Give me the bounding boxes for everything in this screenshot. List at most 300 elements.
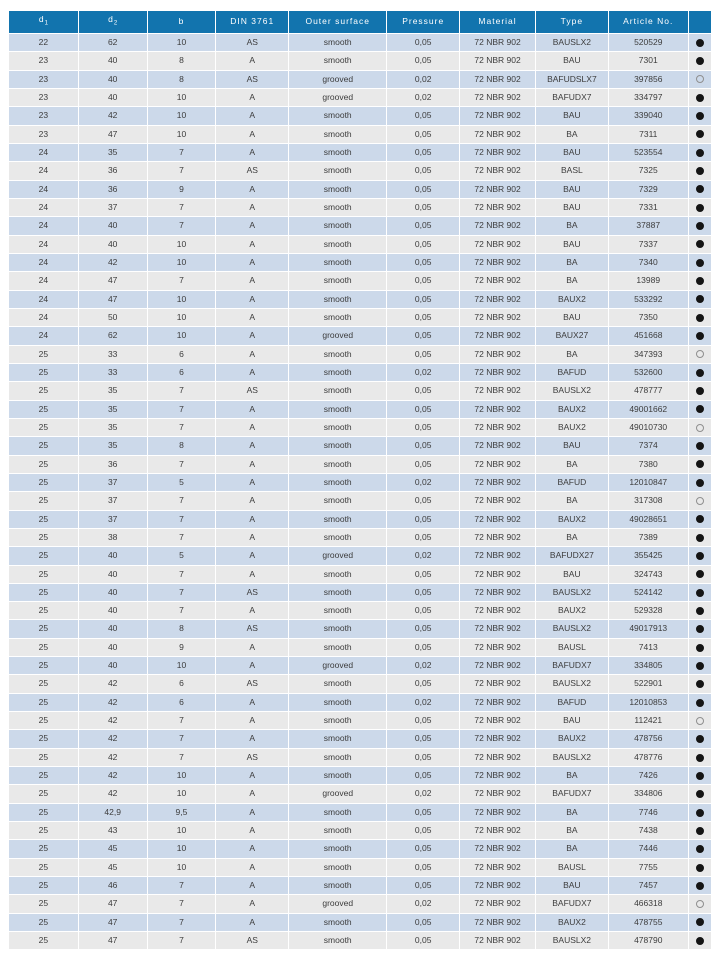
cell-d1: 25 <box>9 401 78 418</box>
cell-d2: 37 <box>79 492 147 509</box>
availability-filled-icon <box>696 314 704 322</box>
cell-pressure: 0,05 <box>387 859 459 876</box>
cell-d1: 25 <box>9 529 78 546</box>
availability-filled-icon <box>696 167 704 175</box>
cell-pressure: 0,05 <box>387 272 459 289</box>
availability-filled-icon <box>696 625 704 633</box>
cell-d2: 62 <box>79 327 147 344</box>
cell-pressure: 0,05 <box>387 309 459 326</box>
cell-outer_surface: smooth <box>289 52 386 69</box>
cell-type: BAUX2 <box>536 511 608 528</box>
cell-article_no: 523554 <box>609 144 688 161</box>
cell-type: BAFUD <box>536 364 608 381</box>
cell-material: 72 NBR 902 <box>460 877 535 894</box>
cell-material: 72 NBR 902 <box>460 804 535 821</box>
cell-din: A <box>216 767 288 784</box>
cell-article_no: 7325 <box>609 162 688 179</box>
availability-filled-icon <box>696 240 704 248</box>
cell-d1: 25 <box>9 474 78 491</box>
availability-filled-icon <box>696 772 704 780</box>
cell-article_no: 7380 <box>609 456 688 473</box>
cell-article_no: 334805 <box>609 657 688 674</box>
cell-material: 72 NBR 902 <box>460 932 535 949</box>
cell-pressure: 0,02 <box>387 71 459 88</box>
cell-availability <box>689 254 711 271</box>
cell-b: 10 <box>148 89 216 106</box>
table-row <box>9 822 711 839</box>
cell-d1: 25 <box>9 437 78 454</box>
availability-filled-icon <box>696 112 704 120</box>
cell-din: A <box>216 181 288 198</box>
cell-availability <box>689 456 711 473</box>
cell-b: 7 <box>148 712 216 729</box>
cell-pressure: 0,05 <box>387 107 459 124</box>
cell-material: 72 NBR 902 <box>460 456 535 473</box>
cell-material: 72 NBR 902 <box>460 639 535 656</box>
cell-b: 7 <box>148 401 216 418</box>
cell-material: 72 NBR 902 <box>460 107 535 124</box>
cell-d1: 25 <box>9 932 78 949</box>
cell-b: 8 <box>148 52 216 69</box>
cell-pressure: 0,05 <box>387 822 459 839</box>
cell-pressure: 0,05 <box>387 291 459 308</box>
column-header-article_no <box>609 11 688 33</box>
cell-pressure: 0,05 <box>387 914 459 931</box>
cell-article_no: 524142 <box>609 584 688 601</box>
cell-outer_surface: smooth <box>289 419 386 436</box>
cell-d2: 35 <box>79 401 147 418</box>
cell-b: 7 <box>148 749 216 766</box>
cell-outer_surface: grooved <box>289 657 386 674</box>
cell-article_no: 7457 <box>609 877 688 894</box>
cell-material: 72 NBR 902 <box>460 437 535 454</box>
column-header-subscript: 1 <box>44 20 48 27</box>
cell-availability <box>689 767 711 784</box>
table-row <box>9 327 711 344</box>
column-header-label: b <box>178 16 185 27</box>
cell-outer_surface: smooth <box>289 749 386 766</box>
cell-pressure: 0,02 <box>387 694 459 711</box>
cell-din: AS <box>216 584 288 601</box>
cell-material: 72 NBR 902 <box>460 730 535 747</box>
cell-pressure: 0,05 <box>387 620 459 637</box>
cell-availability <box>689 419 711 436</box>
cell-d2: 40 <box>79 620 147 637</box>
column-header-label: d <box>108 14 114 24</box>
column-header-label: Type <box>560 16 584 27</box>
cell-d1: 25 <box>9 877 78 894</box>
table-row <box>9 126 711 143</box>
table-row <box>9 456 711 473</box>
cell-outer_surface: smooth <box>289 730 386 747</box>
table-row <box>9 492 711 509</box>
cell-pressure: 0,05 <box>387 401 459 418</box>
cell-article_no: 7755 <box>609 859 688 876</box>
cell-article_no: 451668 <box>609 327 688 344</box>
cell-b: 7 <box>148 566 216 583</box>
cell-pressure: 0,02 <box>387 89 459 106</box>
header-row <box>9 11 711 33</box>
cell-article_no: 466318 <box>609 895 688 912</box>
table-row <box>9 309 711 326</box>
cell-availability <box>689 914 711 931</box>
cell-pressure: 0,05 <box>387 749 459 766</box>
cell-article_no: 520529 <box>609 34 688 51</box>
cell-outer_surface: smooth <box>289 254 386 271</box>
cell-din: A <box>216 456 288 473</box>
column-header-d1 <box>9 11 78 33</box>
cell-material: 72 NBR 902 <box>460 89 535 106</box>
cell-article_no: 317308 <box>609 492 688 509</box>
cell-type: BAUX2 <box>536 730 608 747</box>
cell-b: 10 <box>148 785 216 802</box>
cell-pressure: 0,02 <box>387 785 459 802</box>
cell-type: BAU <box>536 236 608 253</box>
cell-type: BAUSLX2 <box>536 749 608 766</box>
table-row <box>9 419 711 436</box>
table-row <box>9 217 711 234</box>
cell-outer_surface: smooth <box>289 272 386 289</box>
availability-filled-icon <box>696 39 704 47</box>
availability-filled-icon <box>696 754 704 762</box>
cell-b: 8 <box>148 437 216 454</box>
cell-d2: 37 <box>79 199 147 216</box>
table-row <box>9 364 711 381</box>
cell-b: 7 <box>148 511 216 528</box>
cell-article_no: 12010847 <box>609 474 688 491</box>
cell-d1: 24 <box>9 236 78 253</box>
cell-material: 72 NBR 902 <box>460 34 535 51</box>
cell-material: 72 NBR 902 <box>460 547 535 564</box>
cell-din: A <box>216 859 288 876</box>
cell-availability <box>689 529 711 546</box>
cell-d1: 25 <box>9 840 78 857</box>
cell-availability <box>689 712 711 729</box>
cell-d2: 45 <box>79 859 147 876</box>
cell-d1: 24 <box>9 181 78 198</box>
cell-b: 7 <box>148 877 216 894</box>
cell-outer_surface: smooth <box>289 401 386 418</box>
cell-availability <box>689 107 711 124</box>
cell-material: 72 NBR 902 <box>460 584 535 601</box>
cell-d1: 24 <box>9 217 78 234</box>
availability-filled-icon <box>696 405 704 413</box>
table-row <box>9 749 711 766</box>
cell-outer_surface: smooth <box>289 914 386 931</box>
cell-din: AS <box>216 749 288 766</box>
cell-d1: 24 <box>9 199 78 216</box>
cell-type: BAU <box>536 437 608 454</box>
availability-filled-icon <box>696 442 704 450</box>
cell-b: 7 <box>148 162 216 179</box>
cell-type: BAU <box>536 107 608 124</box>
cell-din: A <box>216 107 288 124</box>
cell-outer_surface: smooth <box>289 456 386 473</box>
cell-din: A <box>216 474 288 491</box>
cell-b: 7 <box>148 456 216 473</box>
cell-type: BAUSL <box>536 859 608 876</box>
cell-d1: 25 <box>9 749 78 766</box>
cell-d2: 36 <box>79 181 147 198</box>
cell-outer_surface: smooth <box>289 217 386 234</box>
availability-filled-icon <box>696 589 704 597</box>
cell-pressure: 0,05 <box>387 254 459 271</box>
column-header-pressure <box>387 11 459 33</box>
table-body <box>9 34 711 949</box>
availability-hollow-icon <box>696 424 704 432</box>
cell-d2: 40 <box>79 657 147 674</box>
availability-hollow-icon <box>696 900 704 908</box>
cell-outer_surface: smooth <box>289 437 386 454</box>
cell-din: A <box>216 895 288 912</box>
table-row <box>9 401 711 418</box>
cell-availability <box>689 492 711 509</box>
cell-type: BAU <box>536 566 608 583</box>
cell-material: 72 NBR 902 <box>460 602 535 619</box>
cell-availability <box>689 840 711 857</box>
table-row <box>9 236 711 253</box>
cell-outer_surface: smooth <box>289 107 386 124</box>
cell-outer_surface: smooth <box>289 602 386 619</box>
cell-article_no: 324743 <box>609 566 688 583</box>
availability-filled-icon <box>696 515 704 523</box>
cell-type: BAUSLX2 <box>536 584 608 601</box>
cell-d2: 42,9 <box>79 804 147 821</box>
cell-din: A <box>216 199 288 216</box>
table-row <box>9 437 711 454</box>
availability-filled-icon <box>696 369 704 377</box>
cell-pressure: 0,05 <box>387 712 459 729</box>
cell-d1: 25 <box>9 511 78 528</box>
column-header-b <box>148 11 216 33</box>
cell-availability <box>689 437 711 454</box>
cell-d2: 45 <box>79 840 147 857</box>
cell-pressure: 0,05 <box>387 181 459 198</box>
cell-material: 72 NBR 902 <box>460 382 535 399</box>
cell-pressure: 0,05 <box>387 217 459 234</box>
cell-article_no: 49010730 <box>609 419 688 436</box>
availability-filled-icon <box>696 149 704 157</box>
cell-b: 6 <box>148 694 216 711</box>
cell-type: BAFUDX27 <box>536 547 608 564</box>
cell-availability <box>689 181 711 198</box>
cell-b: 7 <box>148 895 216 912</box>
cell-b: 7 <box>148 529 216 546</box>
cell-din: A <box>216 291 288 308</box>
cell-d1: 25 <box>9 346 78 363</box>
cell-material: 72 NBR 902 <box>460 914 535 931</box>
cell-pressure: 0,05 <box>387 236 459 253</box>
cell-type: BAU <box>536 181 608 198</box>
cell-din: A <box>216 89 288 106</box>
cell-outer_surface: grooved <box>289 327 386 344</box>
cell-outer_surface: smooth <box>289 566 386 583</box>
cell-article_no: 7374 <box>609 437 688 454</box>
availability-filled-icon <box>696 259 704 267</box>
cell-d2: 36 <box>79 162 147 179</box>
cell-outer_surface: grooved <box>289 89 386 106</box>
cell-b: 10 <box>148 822 216 839</box>
cell-b: 7 <box>148 272 216 289</box>
cell-b: 9,5 <box>148 804 216 821</box>
cell-article_no: 112421 <box>609 712 688 729</box>
cell-article_no: 532600 <box>609 364 688 381</box>
cell-d1: 24 <box>9 144 78 161</box>
cell-pressure: 0,05 <box>387 877 459 894</box>
cell-d2: 37 <box>79 474 147 491</box>
cell-material: 72 NBR 902 <box>460 749 535 766</box>
cell-pressure: 0,05 <box>387 327 459 344</box>
cell-article_no: 334806 <box>609 785 688 802</box>
cell-d2: 47 <box>79 291 147 308</box>
cell-article_no: 7340 <box>609 254 688 271</box>
cell-d2: 40 <box>79 89 147 106</box>
table-row <box>9 89 711 106</box>
cell-type: BA <box>536 492 608 509</box>
cell-d2: 42 <box>79 694 147 711</box>
cell-b: 7 <box>148 730 216 747</box>
cell-din: A <box>216 309 288 326</box>
cell-availability <box>689 272 711 289</box>
cell-type: BAU <box>536 199 608 216</box>
cell-din: AS <box>216 382 288 399</box>
cell-outer_surface: smooth <box>289 382 386 399</box>
cell-d1: 23 <box>9 126 78 143</box>
availability-filled-icon <box>696 204 704 212</box>
cell-d2: 42 <box>79 675 147 692</box>
cell-availability <box>689 749 711 766</box>
cell-pressure: 0,05 <box>387 437 459 454</box>
cell-material: 72 NBR 902 <box>460 71 535 88</box>
table-header <box>9 11 711 33</box>
cell-type: BA <box>536 529 608 546</box>
cell-d1: 24 <box>9 254 78 271</box>
cell-din: A <box>216 511 288 528</box>
cell-pressure: 0,05 <box>387 382 459 399</box>
cell-d2: 42 <box>79 767 147 784</box>
availability-filled-icon <box>696 332 704 340</box>
cell-d2: 42 <box>79 107 147 124</box>
table-row <box>9 162 711 179</box>
cell-pressure: 0,05 <box>387 492 459 509</box>
cell-availability <box>689 89 711 106</box>
table-row <box>9 291 711 308</box>
cell-material: 72 NBR 902 <box>460 675 535 692</box>
cell-din: AS <box>216 932 288 949</box>
cell-b: 6 <box>148 675 216 692</box>
cell-type: BAUSLX2 <box>536 34 608 51</box>
cell-outer_surface: grooved <box>289 785 386 802</box>
cell-type: BAUSLX2 <box>536 675 608 692</box>
cell-material: 72 NBR 902 <box>460 694 535 711</box>
cell-d1: 25 <box>9 767 78 784</box>
cell-material: 72 NBR 902 <box>460 511 535 528</box>
table-row <box>9 382 711 399</box>
cell-d2: 35 <box>79 419 147 436</box>
table-row <box>9 932 711 949</box>
cell-outer_surface: smooth <box>289 492 386 509</box>
cell-type: BA <box>536 272 608 289</box>
table-row <box>9 547 711 564</box>
table-row <box>9 657 711 674</box>
cell-outer_surface: smooth <box>289 34 386 51</box>
cell-din: A <box>216 437 288 454</box>
cell-outer_surface: smooth <box>289 712 386 729</box>
cell-d1: 25 <box>9 492 78 509</box>
cell-type: BAFUDSLX7 <box>536 71 608 88</box>
cell-article_no: 13989 <box>609 272 688 289</box>
availability-filled-icon <box>696 277 704 285</box>
cell-material: 72 NBR 902 <box>460 785 535 802</box>
cell-din: A <box>216 840 288 857</box>
cell-din: A <box>216 547 288 564</box>
cell-article_no: 7337 <box>609 236 688 253</box>
cell-pressure: 0,05 <box>387 419 459 436</box>
cell-d1: 25 <box>9 914 78 931</box>
cell-d1: 23 <box>9 71 78 88</box>
cell-outer_surface: grooved <box>289 547 386 564</box>
cell-availability <box>689 804 711 821</box>
cell-d1: 25 <box>9 675 78 692</box>
cell-article_no: 37887 <box>609 217 688 234</box>
cell-d1: 25 <box>9 364 78 381</box>
cell-type: BAFUDX7 <box>536 785 608 802</box>
table-row <box>9 346 711 363</box>
cell-material: 72 NBR 902 <box>460 840 535 857</box>
cell-article_no: 7426 <box>609 767 688 784</box>
cell-b: 7 <box>148 382 216 399</box>
cell-din: A <box>216 327 288 344</box>
cell-outer_surface: smooth <box>289 675 386 692</box>
cell-d1: 24 <box>9 309 78 326</box>
cell-d2: 37 <box>79 511 147 528</box>
cell-article_no: 522901 <box>609 675 688 692</box>
cell-d2: 42 <box>79 712 147 729</box>
cell-pressure: 0,05 <box>387 602 459 619</box>
cell-article_no: 7331 <box>609 199 688 216</box>
cell-d1: 25 <box>9 566 78 583</box>
cell-d2: 47 <box>79 895 147 912</box>
cell-din: A <box>216 529 288 546</box>
cell-b: 7 <box>148 932 216 949</box>
cell-type: BAFUDX7 <box>536 89 608 106</box>
cell-outer_surface: smooth <box>289 199 386 216</box>
cell-d1: 25 <box>9 712 78 729</box>
cell-availability <box>689 895 711 912</box>
cell-pressure: 0,05 <box>387 566 459 583</box>
cell-outer_surface: smooth <box>289 620 386 637</box>
cell-din: A <box>216 914 288 931</box>
cell-material: 72 NBR 902 <box>460 217 535 234</box>
cell-article_no: 49001662 <box>609 401 688 418</box>
availability-filled-icon <box>696 57 704 65</box>
cell-availability <box>689 584 711 601</box>
cell-b: 9 <box>148 639 216 656</box>
cell-d2: 38 <box>79 529 147 546</box>
cell-d1: 25 <box>9 419 78 436</box>
cell-din: A <box>216 236 288 253</box>
cell-outer_surface: smooth <box>289 859 386 876</box>
cell-article_no: 7301 <box>609 52 688 69</box>
cell-article_no: 7311 <box>609 126 688 143</box>
cell-din: A <box>216 694 288 711</box>
cell-availability <box>689 730 711 747</box>
cell-pressure: 0,02 <box>387 364 459 381</box>
cell-article_no: 355425 <box>609 547 688 564</box>
cell-material: 72 NBR 902 <box>460 236 535 253</box>
cell-d1: 25 <box>9 657 78 674</box>
cell-b: 7 <box>148 199 216 216</box>
